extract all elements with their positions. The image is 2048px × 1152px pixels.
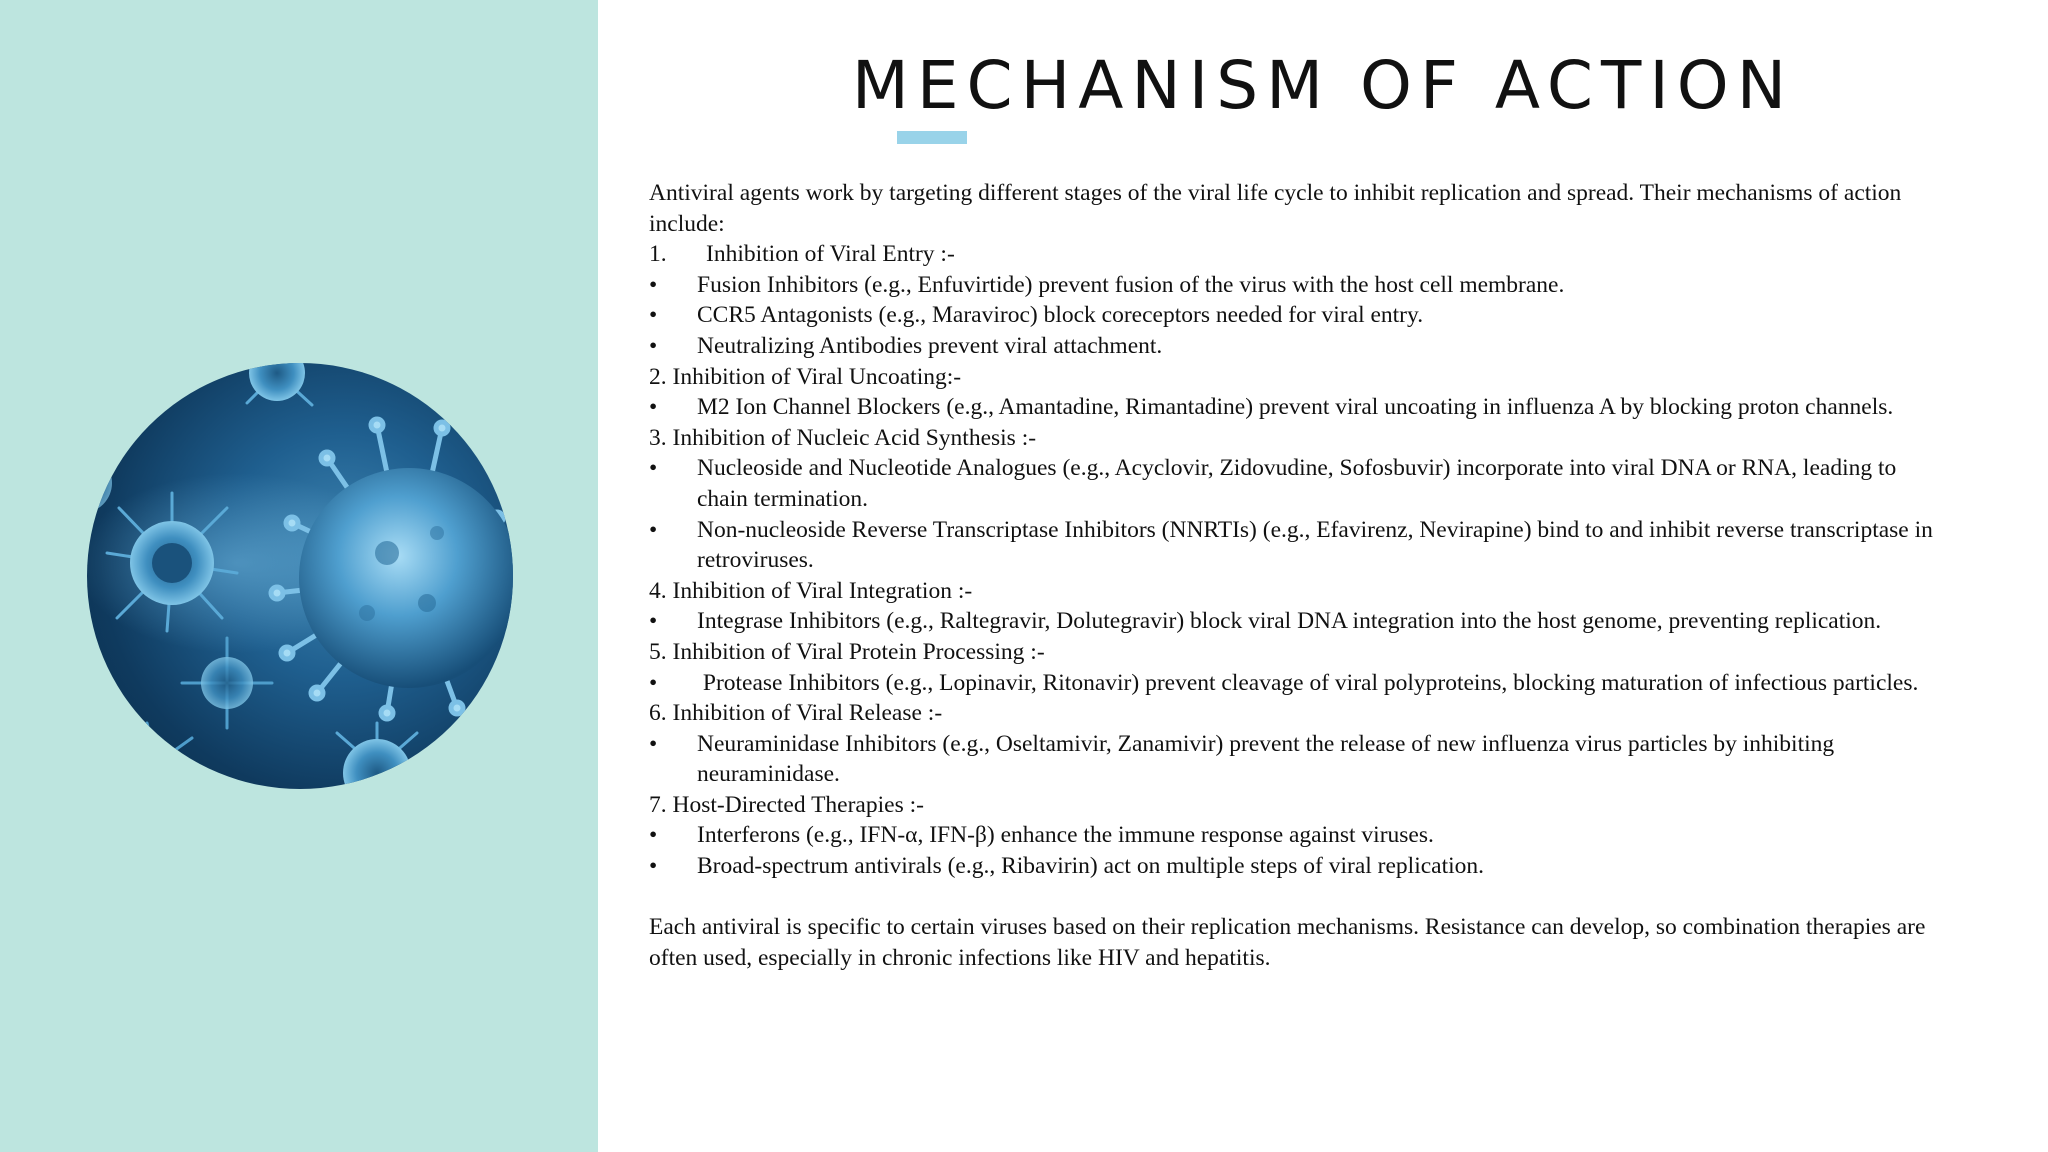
bullet-icon: • bbox=[649, 822, 658, 849]
virus-image bbox=[87, 363, 513, 789]
bullet-icon: • bbox=[649, 332, 658, 359]
list-item bbox=[649, 729, 1944, 790]
conclusion-text: Each antiviral is specific to certain viruses based on their replication mechanisms. Resistance can develop, so combination therapies are often used, especially in chronic infections like HIV and hepatitis. bbox=[649, 914, 1926, 971]
title-accent-bar bbox=[897, 131, 967, 144]
bullet-icon: • bbox=[649, 730, 658, 757]
section-heading: 2. Inhibition of Viral Uncoating:- bbox=[649, 363, 962, 390]
section-heading: 7. Host-Directed Therapies :- bbox=[649, 791, 924, 818]
bullet-icon: • bbox=[649, 669, 658, 696]
list-item-text: CCR5 Antagonists (e.g., Maraviroc) block coreceptors needed for viral entry. bbox=[697, 302, 1424, 329]
list-item-text: Neutralizing Antibodies prevent viral attachment. bbox=[697, 332, 1163, 359]
section-heading bbox=[649, 239, 1944, 270]
bullet-icon: • bbox=[649, 302, 658, 329]
section-heading: 3. Inhibition of Nucleic Acid Synthesis :- bbox=[649, 424, 1037, 451]
list-item-text: M2 Ion Channel Blockers (e.g., Amantadine, Rimantadine) prevent viral uncoating in influenza A by blocking proton channels. bbox=[697, 394, 1894, 421]
bullet-icon: • bbox=[649, 394, 658, 421]
virus-icon bbox=[87, 363, 513, 789]
list-item bbox=[649, 668, 1944, 699]
list-item bbox=[649, 331, 1944, 362]
section-number: 1. bbox=[649, 241, 667, 268]
bullet-icon: • bbox=[649, 455, 658, 482]
content-body bbox=[649, 178, 1944, 973]
bullet-icon: • bbox=[649, 271, 658, 298]
section-heading: 4. Inhibition of Viral Integration :- bbox=[649, 577, 973, 604]
list-item-text: Fusion Inhibitors (e.g., Enfuvirtide) prevent fusion of the virus with the host cell membrane. bbox=[697, 271, 1565, 298]
page-title: MECHANISM OF ACTION bbox=[851, 47, 1795, 124]
bullet-icon: • bbox=[649, 608, 658, 635]
bullet-icon: • bbox=[649, 853, 658, 880]
list-item-text: Interferons (e.g., IFN-α, IFN-β) enhance the immune response against viruses. bbox=[697, 822, 1434, 849]
list-item-text: Broad-spectrum antivirals (e.g., Ribavirin) act on multiple steps of viral replication. bbox=[697, 853, 1485, 880]
list-item-text: Non-nucleoside Reverse Transcriptase Inhibitors (NNRTIs) (e.g., Efavirenz, Nevirapine) bind to and inhibit reverse transcriptase in retroviruses. bbox=[697, 516, 1933, 574]
list-item bbox=[649, 515, 1944, 576]
section-heading: 5. Inhibition of Viral Protein Processing :- bbox=[649, 638, 1045, 665]
list-item bbox=[649, 392, 1944, 423]
list-item bbox=[649, 453, 1944, 514]
section-heading: 6. Inhibition of Viral Release :- bbox=[649, 700, 943, 727]
list-item-text: Neuraminidase Inhibitors (e.g., Oseltamivir, Zanamivir) prevent the release of new influenza virus particles by inhibiting neuraminidase. bbox=[697, 730, 1835, 788]
bullet-icon: • bbox=[649, 516, 658, 543]
list-item bbox=[649, 606, 1944, 637]
spacer bbox=[649, 882, 1944, 913]
intro-text: Antiviral agents work by targeting different stages of the viral life cycle to inhibit replication and spread. Their mechanisms of action include: bbox=[649, 180, 1902, 237]
list-item bbox=[649, 270, 1944, 301]
list-item-text: Integrase Inhibitors (e.g., Raltegravir, Dolutegravir) block viral DNA integration into the host genome, preventing replication. bbox=[697, 608, 1882, 635]
list-item-text: Nucleoside and Nucleotide Analogues (e.g., Acyclovir, Zidovudine, Sofosbuvir) incorporate into viral DNA or RNA, leading to chain termination. bbox=[697, 455, 1897, 512]
list-item bbox=[649, 820, 1944, 851]
list-item bbox=[649, 300, 1944, 331]
list-item-text: Protease Inhibitors (e.g., Lopinavir, Ritonavir) prevent cleavage of viral polyproteins, blocking maturation of infectious particles. bbox=[697, 669, 1919, 696]
list-item bbox=[649, 851, 1944, 882]
section-heading-text: Inhibition of Viral Entry :- bbox=[706, 241, 955, 268]
